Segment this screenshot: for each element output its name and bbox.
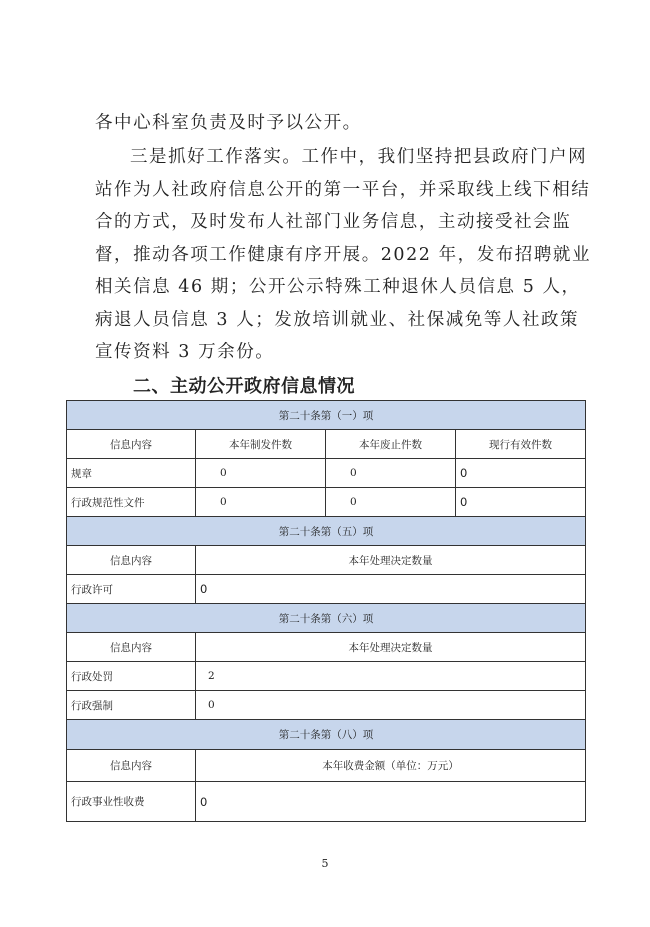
row-label: 行政事业性收费 — [67, 782, 196, 822]
section-title: 第二十条第（五）项 — [67, 517, 586, 546]
header-row — [67, 633, 586, 662]
column-header: 本年收费金额（单位：万元） — [196, 750, 586, 782]
row-label: 行政处罚 — [67, 662, 196, 691]
column-header: 现行有效件数 — [456, 430, 586, 459]
section-title-row — [67, 720, 586, 750]
column-header: 本年处理决定数量 — [196, 633, 586, 662]
section-heading: 二、主动公开政府信息情况 — [133, 376, 355, 397]
row-label: 规章 — [67, 459, 196, 488]
cell-value: 0 — [456, 459, 586, 488]
table-row — [67, 782, 586, 822]
section-title-row — [67, 517, 586, 546]
page-number: 5 — [321, 857, 329, 870]
table-row — [67, 488, 586, 517]
cell-value: 0 — [196, 691, 586, 720]
cell-value: 0 — [196, 575, 586, 604]
cell-value: 0 — [196, 488, 326, 517]
column-header: 本年制发件数 — [196, 430, 326, 459]
cell-value: 0 — [196, 782, 586, 822]
column-header: 信息内容 — [67, 546, 196, 575]
cell-value: 2 — [196, 662, 586, 691]
row-label: 行政许可 — [67, 575, 196, 604]
cell-value: 0 — [456, 488, 586, 517]
cell-value: 0 — [326, 488, 456, 517]
section-title-row — [67, 604, 586, 633]
column-header: 本年废止件数 — [326, 430, 456, 459]
cell-value: 0 — [326, 459, 456, 488]
paragraph-1: 各中心科室负责及时予以公开。 — [95, 113, 362, 133]
column-header: 信息内容 — [67, 633, 196, 662]
section-title: 第二十条第（八）项 — [67, 720, 586, 750]
column-header: 本年处理决定数量 — [196, 546, 586, 575]
cell-value: 0 — [196, 459, 326, 488]
column-header: 信息内容 — [67, 750, 196, 782]
header-row — [67, 750, 586, 782]
paragraph-2 — [95, 141, 595, 369]
header-row — [67, 430, 586, 459]
column-header: 信息内容 — [67, 430, 196, 459]
paragraph-2-text: 三是抓好工作落实。工作中，我们坚持把县政府门户网站作为人社政府信息公开的第一平台，并采取线上线下相结合的方式，及时发布人社部门业务信息，主动接受社会监督，推动各项工作健康有序开展。2022 年，发布招聘就业相关信息 46 期；公开公示特殊工种退休人员信息 5 人，病退人员信息 3 人；发放培训就业、社保减免等人社政策宣传资料 3 万余份。 — [95, 147, 591, 362]
table-row — [67, 459, 586, 488]
header-row — [67, 546, 586, 575]
table-row — [67, 662, 586, 691]
table-row — [67, 691, 586, 720]
row-label: 行政强制 — [67, 691, 196, 720]
info-table — [66, 400, 586, 822]
row-label: 行政规范性文件 — [67, 488, 196, 517]
section-title-row — [67, 401, 586, 430]
section-title: 第二十条第（六）项 — [67, 604, 586, 633]
table-row — [67, 575, 586, 604]
section-title: 第二十条第（一）项 — [67, 401, 586, 430]
